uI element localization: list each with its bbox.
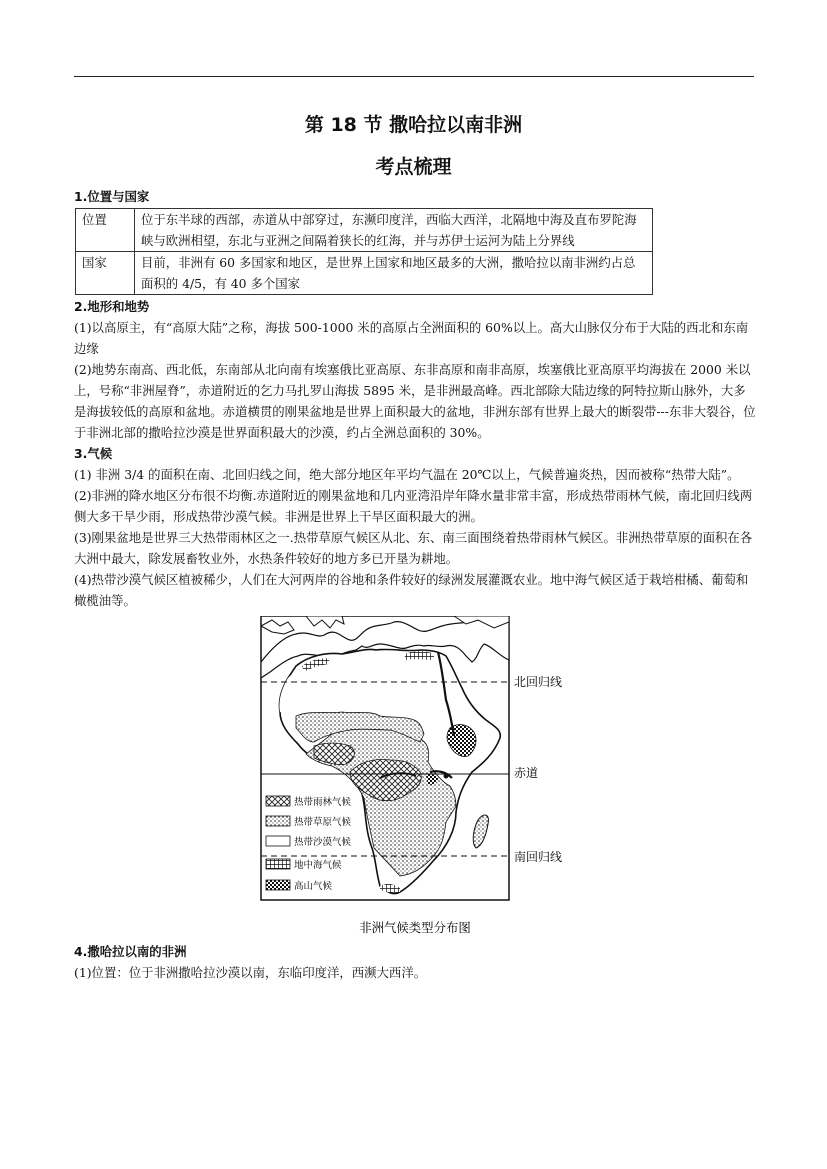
north-tropic-label: 北回归线	[514, 675, 563, 689]
page-subtitle: 考点梳理	[375, 156, 452, 178]
section-1-heading: 1.位置与国家	[74, 189, 150, 204]
legend-swatch-desert	[266, 836, 290, 846]
header-rule	[74, 76, 754, 77]
legend-swatch-rainforest	[266, 796, 290, 806]
paragraph: (2)地势东南高、西北低，东南部从北向南有埃塞俄比亚高原、东非高原和南非高原，埃塞俄比亚高原平均海拔在 2000 米以上，号称“非洲屋脊”，赤道附近的乞力马扎罗山海拔 5895 米，是非洲最高峰。西北部除大陆边缘的阿特拉斯山脉外，大多是海拔较低的高原和盆地。赤道横贯的刚果盆地是世界上面积最大的盆地，非洲东部有世界上最大的断裂带---东非大裂谷，位于非洲北部的撒哈拉沙漠是世界面积最大的沙漠，约占全洲总面积的 30%。	[74, 362, 756, 440]
africa-climate-map-figure	[74, 616, 756, 941]
table-cell-key: 位置	[76, 209, 135, 252]
south-tropic-label: 南回归线	[514, 850, 563, 864]
table-cell-value: 目前，非洲有 60 多国家和地区，是世界上国家和地区最多的大洲，撒哈拉以南非洲约占总面积的 4/5，有 40 多个国家	[135, 252, 653, 295]
africa-climate-map	[74, 616, 756, 941]
table-cell-value: 位于东半球的西部，赤道从中部穿过，东濒印度洋，西临大西洋，北隔地中海及直布罗陀海峡与欧洲相望，东北与亚洲之间隔着狭长的红海，并与苏伊士运河为陆上分界线	[135, 209, 653, 252]
location-country-table	[75, 208, 653, 295]
legend-label: 高山气候	[294, 881, 333, 892]
table-row	[76, 252, 653, 295]
table-row	[76, 209, 653, 252]
legend-label: 地中海气候	[294, 860, 342, 871]
legend-swatch-savanna	[266, 816, 290, 826]
figure-caption: 非洲气候类型分布图	[359, 920, 471, 935]
paragraph: (3)刚果盆地是世界三大热带雨林区之一.热带草原气候区从北、东、南三面围绕着热带雨林气候区。非洲热带草原的面积在各大洲中最大，除发展畜牧业外，水热条件较好的地方多已开垦为耕地。	[74, 530, 753, 566]
legend-label: 热带草原气候	[294, 817, 352, 828]
section-2-heading: 2.地形和地势	[74, 299, 150, 314]
paragraph: (4)热带沙漠气候区植被稀少，人们在大河两岸的谷地和条件较好的绿洲发展灌溉农业。地中海气候区适于栽培柑橘、葡萄和橄榄油等。	[74, 572, 749, 608]
legend-swatch-highland	[266, 880, 290, 890]
section-3-heading: 3.气候	[74, 446, 113, 461]
equator-label: 赤道	[514, 766, 539, 780]
legend-swatch-mediterranean	[266, 859, 290, 869]
paragraph: (1)以高原主，有“高原大陆”之称，海拔 500-1000 米的高原占全洲面积的 60%以上。高大山脉仅分布于大陆的西北和东南边缘	[74, 320, 749, 356]
page-title: 第 18 节 撒哈拉以南非洲	[304, 114, 523, 136]
document-body	[74, 186, 756, 983]
legend-label: 热带沙漠气候	[294, 837, 352, 848]
paragraph: (1) 非洲 3/4 的面积在南、北回归线之间，绝大部分地区年平均气温在 20℃以上，气候普遍炎热，因而被称“热带大陆”。	[74, 467, 740, 482]
table-cell-key: 国家	[76, 252, 135, 295]
paragraph: (2)非洲的降水地区分布很不均衡.赤道附近的刚果盆地和几内亚湾沿岸年降水量非常丰富，形成热带雨林气候，南北回归线两侧大多干旱少雨，形成热带沙漠气候。非洲是世界上干旱区面积最大的洲。	[74, 488, 753, 524]
paragraph: (1)位置：位于非洲撒哈拉沙漠以南，东临印度洋，西濒大西洋。	[74, 965, 427, 980]
legend-label: 热带雨林气候	[294, 797, 352, 808]
section-4-heading: 4.撒哈拉以南的非洲	[74, 944, 187, 959]
